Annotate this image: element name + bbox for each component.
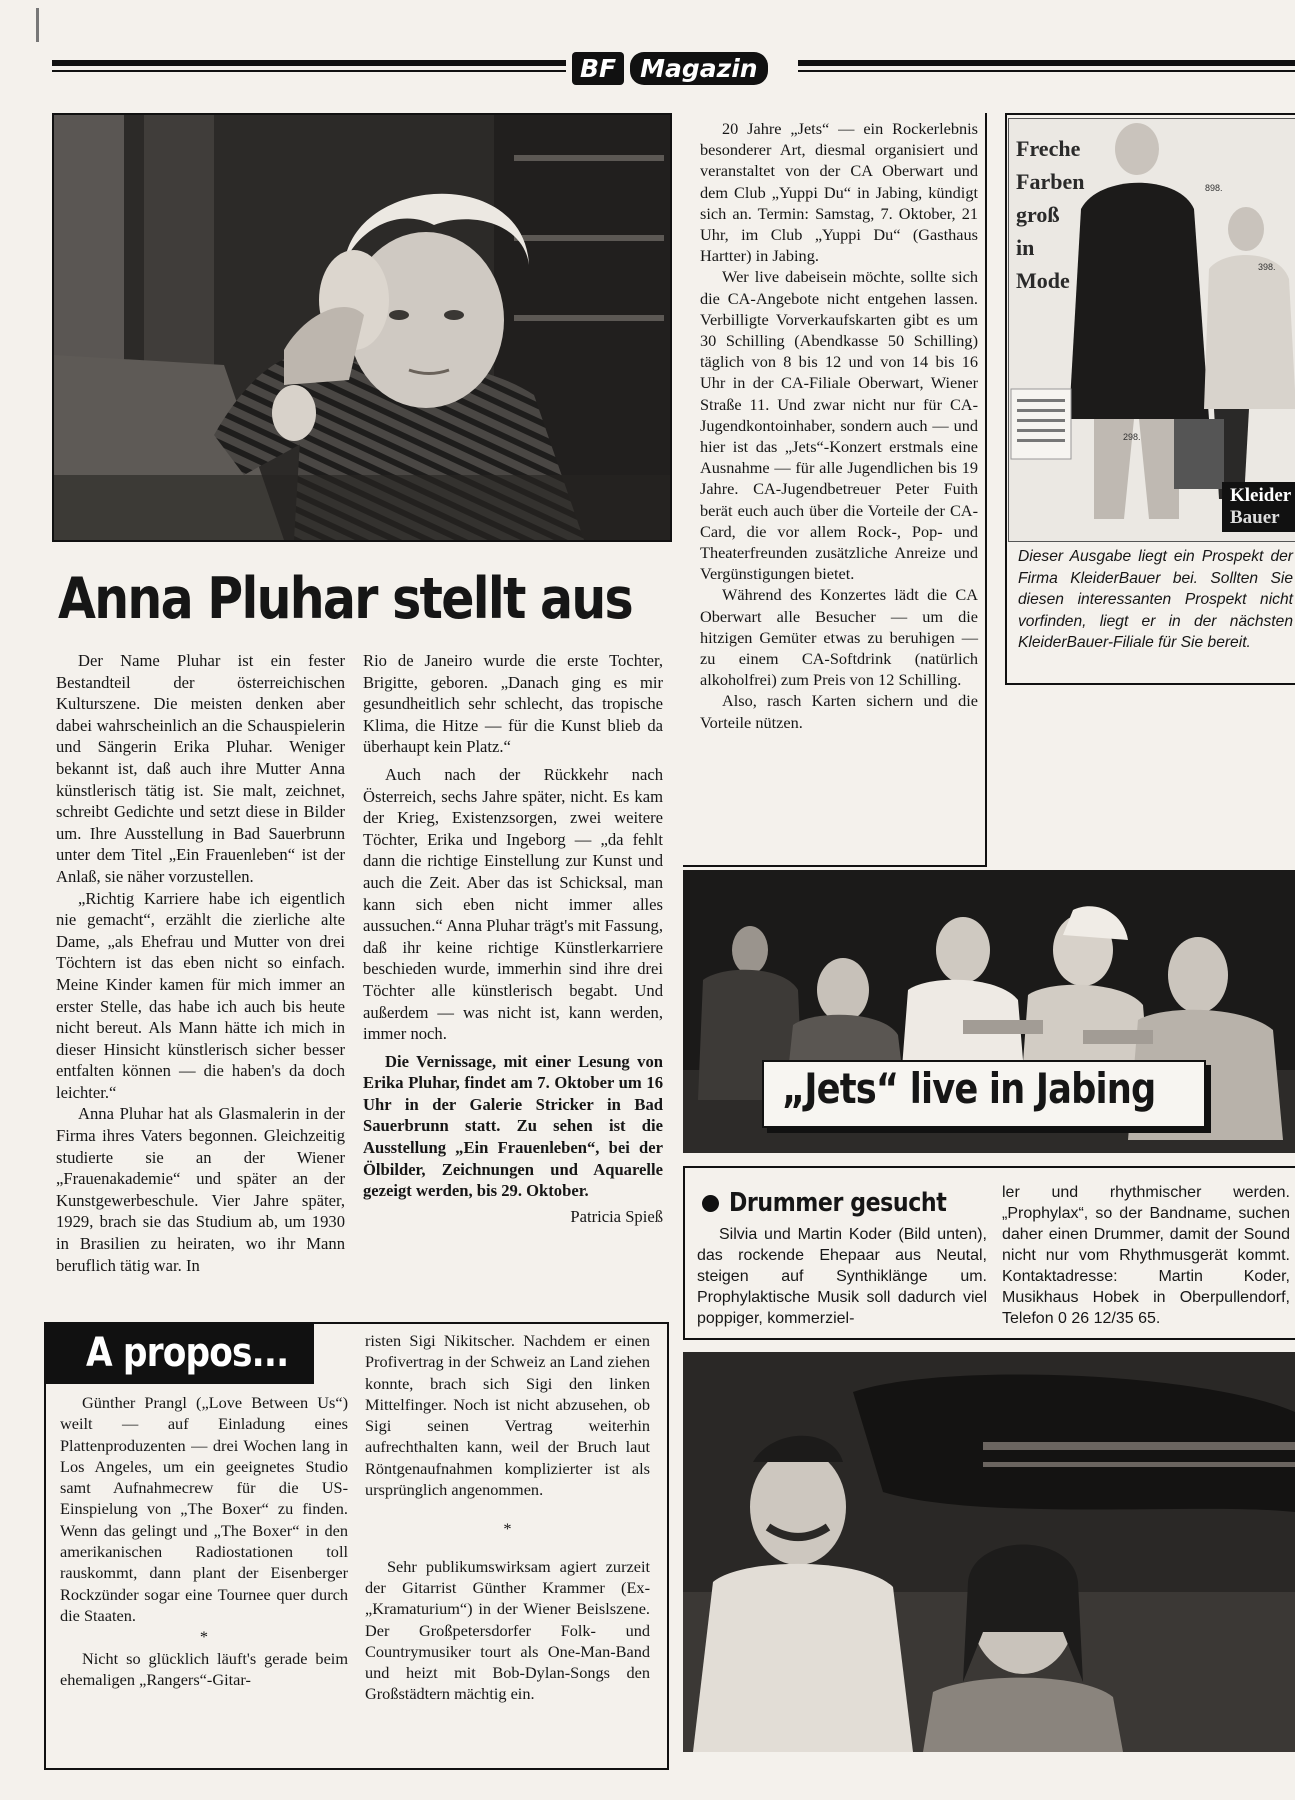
price-tag: 398. — [1258, 262, 1276, 272]
jets-paragraph: Also, rasch Karten sichern und die Vorteile nützen. — [700, 691, 978, 732]
pluhar-headline: Anna Pluhar stellt aus — [58, 566, 633, 632]
drummer-column-2: ler und rhythmischer werden. „Prophylax“, so der Bandname, suchen daher einen Drummer, damit der Sound nicht nur vom Rhythmusgerät kommt. Kontaktadresse: Martin Koder, Musikhaus Hobek in Oberpullendorf, Telefon 0 26 12/35 65. — [1002, 1184, 1290, 1327]
kleiderbauer-ad-lines — [1016, 132, 1084, 297]
ad-line: Farben — [1016, 169, 1085, 194]
jets-paragraph: 20 Jahre „Jets“ — ein Rockerlebnis besonderer Art, diesmal organisiert und veranstaltet von der CA Oberwart und dem Club „Yuppi Du“ in Jabing, kündigt sich an. Termin: Samstag, 7. Oktober, 21 Uhr, im Club „Yuppi Du“ (Gasthaus Hartter) in Jabing. — [700, 119, 978, 266]
drummer-column-1: Silvia und Martin Koder (Bild unten), das rockende Ehepaar aus Neutal, steigen auf Synthiklänge um. Prophylaktische Musik soll dadurch viel poppiger, kommerziel- — [697, 1226, 987, 1327]
masthead-logo — [572, 50, 768, 86]
drummer-title-text: Drummer gesucht — [729, 1188, 947, 1218]
page-mark — [36, 8, 39, 42]
koder-couple-photo — [683, 1352, 1295, 1752]
apropos-paragraph: Sehr publikumswirksam agiert zurzeit der Gitarrist Günther Krammer (Ex-„Kramaturium“) in der Wiener Beislszene. Der Großpetersdorfer Folk- und Countrymusiker tourt als One-Man-Band und heizt mit Bob-Dylan-Songs den Großstädtern mächtig ein. — [365, 1556, 650, 1704]
apropos-paragraph: risten Sigi Nikitscher. Nachdem er einen Profivertrag in der Schweiz an Land ziehen konnte, brach sich Sigi den linken Mittelfinger. Noch ist nicht abzusehen, ob Sigi seinen Vertrag weiterhin aufrechthalten kann, weil der Bruch laut Röntgenaufnahmen komplizierter ist als ursprünglich angenommen. — [365, 1331, 650, 1500]
masthead-rule-right-thin — [798, 70, 1295, 72]
masthead-logo-bf: BF — [572, 52, 624, 85]
apropos-paragraph: Günther Prangl („Love Between Us“) weilt — auf Einladung eines Plattenproduzenten — drei Wochen lang in Los Angeles, um ein geeignetes Studio samt Aufnahmecrew für die US-Einspielung von „The Boxer“ zu finden. Wenn das gelingt und „The Boxer“ in den amerikanischen Radiostationen toll rauskommt, dann plant der Eisenberger Rockzünder sogar eine Tournee quer durch die Staaten. — [60, 1393, 348, 1625]
pluhar-paragraph: Anna Pluhar hat als Glasmalerin in der Firma ihres Vaters begonnen. Gleichzeitig studierte sie an der Wiener „Frauenakademie“ und später an der Kunstgewerbeschule. Vier Jahre später, 1929, brach sie das Studium ab, um 1930 in Brasilien zu heiraten, wo ihr Mann beruflich tätig war. In — [56, 1104, 345, 1275]
jets-paragraph: Während des Konzertes lädt die CA Oberwart alle Besucher — um die hitzigen Gemüter etwas zu beruhigen — zu einem CA-Softdrink (natürlich alkoholfrei) zum Preis von 12 Schilling. — [700, 585, 978, 690]
bullet-icon — [702, 1195, 719, 1212]
price-tag: 898. — [1205, 183, 1223, 193]
price-tag: 298. — [1123, 432, 1141, 442]
jets-column — [700, 118, 978, 733]
apropos-title: A propos... — [86, 1330, 289, 1376]
anna-pluhar-photo — [52, 113, 672, 542]
ad-line: groß — [1016, 202, 1060, 227]
ad-line: Freche — [1016, 136, 1081, 161]
masthead-rule-left — [52, 60, 566, 66]
jets-caption: „Jets“ live in Jabing — [782, 1064, 1156, 1113]
jets-paragraph: Wer live dabeisein möchte, sollte sich die CA-Angebote nicht entgehen lassen. Verbilligte Vorverkaufskarten gibt es um 30 Schilling (Abendkasse 50 Schilling) täglich von 8 bis 12 und von 14 bis 16 Uhr in der CA-Filiale Oberwart, Wiener Straße 11. Und zwar nicht nur für CA-Jugendkontoinhaber, sondern auch — und hier ist das „Jets“-Konzert erstmals eine Ausnahme — für alle Jugendlichen bis 19 Jahre. CA-Jugendbetreuer Peter Fuith berät euch auch über die Vorteile der CA-Card, die vor allem Rock-, Pop- und Theaterfreunden zusätzliche Anreize und Vergünstigungen bietet. — [700, 267, 978, 584]
ad-line: Mode — [1016, 268, 1070, 293]
pluhar-vernissage: Die Vernissage, mit einer Lesung von Erika Pluhar, findet am 7. Oktober um 16 Uhr in der Galerie Stricker in Bad Sauerbrunn statt. Zu sehen ist die Ausstellung „Ein Frauenleben“, bei der Ölbilder, Zeichnungen und Aquarelle gezeigt werden, bis 29. Oktober. — [363, 1051, 663, 1201]
logo-bauer: Bauer — [1230, 507, 1280, 528]
drummer-title — [702, 1188, 985, 1218]
kleiderbauer-caption: Dieser Ausgabe liegt ein Prospekt der Firma KleiderBauer bei. Sollten Sie diesen interessanten Prospekt nicht vorfinden, liegt er in der nächsten KleiderBauer-Filiale für Sie bereit. — [1018, 548, 1293, 651]
kleiderbauer-logo — [1222, 482, 1295, 532]
apropos-paragraph: Nicht so glücklich läuft's gerade beim ehemaligen „Rangers“-Gitar- — [60, 1648, 348, 1689]
pluhar-column-2 — [363, 650, 663, 1227]
masthead-rule-left-thin — [52, 70, 566, 72]
pluhar-column-1 — [56, 650, 345, 1276]
ad-line: in — [1016, 235, 1035, 260]
masthead-rule-right — [798, 60, 1295, 66]
asterisk-separator: * — [199, 1627, 209, 1647]
pluhar-paragraph: Rio de Janeiro wurde die erste Tochter, Brigitte, geboren. „Danach ging es mir gesundheitlich sehr schlecht, das tropische Klima, die Hitze — für die Kunst blieb da überhaupt kein Platz.“ — [363, 651, 663, 757]
apropos-column-2 — [365, 1330, 650, 1705]
pluhar-paragraph: Der Name Pluhar ist ein fester Bestandteil der österreichischen Kulturszene. Die meisten denken aber dabei wahrscheinlich an die Schauspielerin und Sängerin Erika Pluhar. Weniger bekannt ist, daß auch ihre Mutter Anna künstlerisch tätig ist. Sie malt, zeichnet, schreibt Gedichte und setzt diese in Bilder um. Ihre Ausstellung in Bad Sauerbrunn unter dem Titel „Ein Frauenleben“ ist der Anlaß, sie näher vorzustellen. — [56, 651, 345, 886]
asterisk-separator: * — [503, 1519, 512, 1539]
pluhar-author: Patricia Spieß — [570, 1206, 663, 1226]
apropos-column-1 — [60, 1392, 348, 1690]
logo-kleider: Kleider — [1230, 485, 1292, 506]
masthead-logo-magazin: Magazin — [630, 52, 767, 85]
pluhar-paragraph: „Richtig Karriere habe ich eigentlich nie gemacht“, erzählt die zierliche alte Dame, „als Ehefrau und Mutter von drei Töchtern ist das eben nicht so einfach. Meine Kinder kamen für mich immer an erster Stelle, das habe ich auch bis heute nicht bereut. Als Mann hätte ich mich in dieser Hinsicht künstlerisch sicher besser entfalten können — die haben's da doch leichter.“ — [56, 888, 345, 1102]
pluhar-paragraph: Auch nach der Rückkehr nach Österreich, sechs Jahre später, nicht. Es kam der Krieg, Existenzsorgen, zwei weitere Töchter, Erika und Ingeborg — „da fehlt dann die richtige Einstellung zur Kunst und auch die Zeit. Aber das ist Schicksal, man kann sich eben nicht immer alles aussuchen.“ Anna Pluhar trägt's mit Fassung, daß ihr keine richtige Künstlerkarriere beschieden wurde, immerhin sind ihre drei Töchter alle künstlerisch begabt. Und außerdem — was nicht ist, kann werden, immer noch. — [363, 764, 663, 1044]
